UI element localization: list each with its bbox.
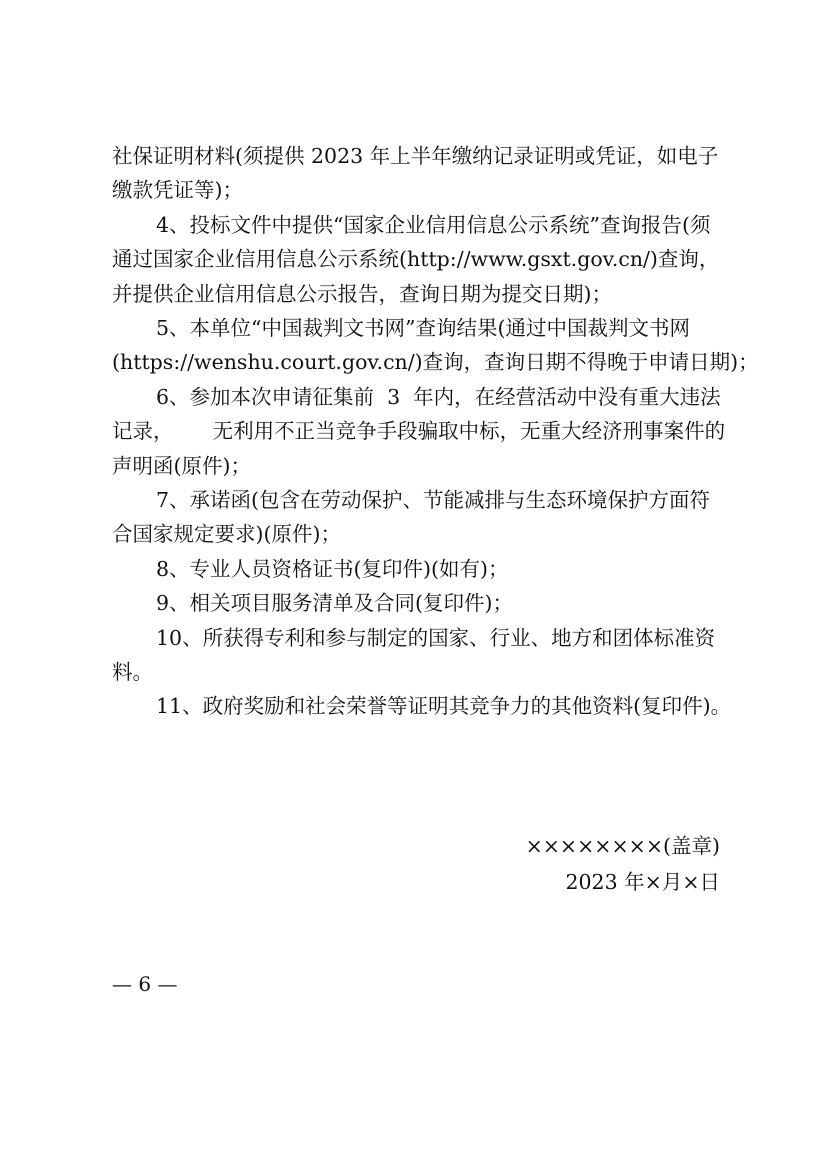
text-line: 11、政府奖励和社会荣誉等证明其竞争力的其他资料(复印件)。 [156,694,732,718]
seal-line: ××××××××(盖章) [525,834,720,858]
page-number: — 6 — [112,972,178,996]
text-line: 4、投标文件中提供“国家企业信用信息公示系统”查询报告(须 [156,213,711,237]
text-line: 合国家规定要求)(原件)； [112,522,341,546]
text-line: 10、所获得专利和参与制定的国家、行业、地方和团体标准资 [156,626,716,650]
text-line: 料。 [112,660,153,684]
text-line: 5、本单位“中国裁判文书网”查询结果(通过中国裁判文书网 [156,316,690,340]
text-line: 声明函(原件)； [112,454,251,478]
text-line: 并提供企业信用信息公示报告，查询日期为提交日期)； [112,282,612,306]
text-line: 7、承诺函(包含在劳动保护、节能减排与生态环境保护方面符 [156,488,711,512]
text-line: 6、参加本次申请征集前 3 年内，在经营活动中没有重大违法 [156,385,721,409]
text-line: 记录， 无利用不正当竞争手段骗取中标，无重大经济刑事案件的 [112,419,726,443]
date-line: 2023 年×月×日 [565,870,720,894]
text-line: 8、专业人员资格证书(复印件)(如有)； [156,557,509,581]
text-line: (https://wenshu.court.gov.cn/)查询，查询日期不得晚于申请日期)； [112,350,759,374]
text-line: 社保证明材料(须提供 2023 年上半年缴纳记录证明或凭证，如电子 [112,144,719,168]
text-line: 缴款凭证等)； [112,178,243,202]
text-line: 9、相关项目服务清单及合同(复印件)； [156,591,514,615]
text-line: 通过国家企业信用信息公示系统(http://www.gsxt.gov.cn/)查询， [112,247,720,271]
